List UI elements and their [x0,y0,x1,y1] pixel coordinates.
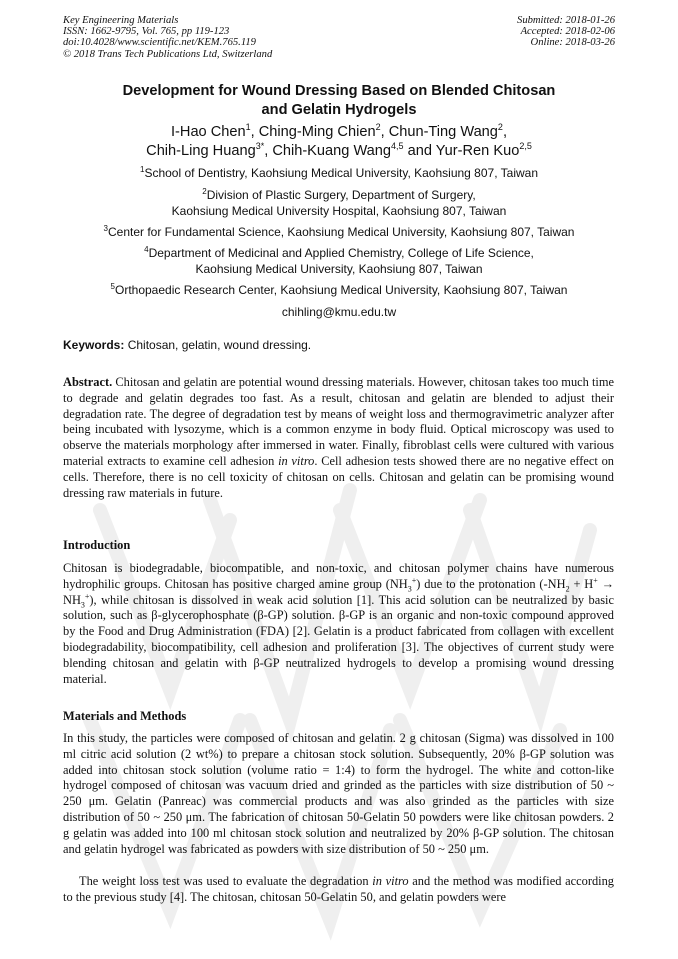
affiliation-3: $^3$Center for Fundamental Science, Kaohsiung Medical University, Kaohsiung 807, Taiwan [103,224,575,239]
online-date: Online: 2018-03-26 [530,37,615,49]
author-4: Chih-Ling Huang [146,143,256,159]
affiliation-4: $^4$Department of Medicinal and Applied Chemistry, College of Life Science, Kaohsiung Medical University, Kaohsiung 807, Taiwan [144,245,534,276]
paper-title [80,82,598,120]
affiliation-5: $^5$Orthopaedic Research Center, Kaohsiung Medical University, Kaohsiung 807, Taiwan [110,282,568,297]
introduction-heading: Introduction [63,538,131,552]
keywords [63,338,311,352]
issn: ISSN: 1662-9795, Vol. 765, pp 119-123 [63,26,230,38]
abstract: Abstract. Chitosan and gelatin are potential wound dressing materials. However, chitosan takes too much time to degrade and gelatin degrades too fast. As a result, chitosan and gelatin are blended to adjust their degradation rate. The degree of degradation test by means of weight loss and thermogravimetric analyzer after being incubated with lysozyme, which is a common enzyme in body fluid. Optical microscopy was used to observe the materials morphology after immersed in water. Finally, fibroblast cells were cultured with various material extracts to examine cell adhesion in vitro. Cell adhesion tests showed there are no negative effect on cells. Therefore, there is no cell toxicity of chitosan on cells. Chitosan and gelatin can be promising wound dressing raw materials in future. [63,375,614,500]
copyright: © 2018 Trans Tech Publications Ltd, Switzerland [63,48,273,60]
title-line-1: Development for Wound Dressing Based on Blended Chitosan [122,83,556,99]
keywords-label: Keywords: [63,338,125,352]
doi: doi:10.4028/www.scientific.net/KEM.765.119 [63,37,256,49]
methods-paragraph-1: In this study, the particles were composed of chitosan and gelatin. 2 g chitosan (Sigma) was dissolved in 100 ml citric acid solution (2 wt%) to prepare a chitosan stock solution. Subsequently, 20% β-GP solution was added into chitosan stock solution (volume ratio = 1:4) to form the hydrogel. The white and cotton-like hydrogel composed of chitosan was vacuum dried and grinded as the particles with size distribution of 50 ~ 250 μm. Gelatin (Panreac) was commercial products and was also grinded as the particles with size distribution of 50 ~ 250 μm. The fabrication of chitosan 50-Gelatin 50 powders were like chitosan powders. 2 g gelatin was added into 100 ml chitosan stock solution and neutralized by 20% β-GP solution. The chitosan and gelatin hydrogel was fabricated as powders with size distribution of 50 ~ 250 μm. [63,731,614,856]
author-6: Yur-Ren Kuo [435,143,520,159]
author-list: I-Hao Chen$^1$, Ching-Ming Chien$^2$, Chun-Ting Wang$^2$, Chih-Ling Huang$^{3*}$, Chih-Kuang Wang$^{4,5}$ and Yur-Ren Kuo$^{2,5}$ [146,122,532,159]
methods-heading: Materials and Methods [63,709,187,723]
author-4-affil: 3* [255,141,265,152]
dates-info [517,15,615,49]
author-2: Ching-Ming Chien [258,124,376,140]
affiliation-1: $^1$School of Dentistry, Kaohsiung Medical University, Kaohsiung 807, Taiwan [140,165,538,180]
author-1: I-Hao Chen [170,124,246,140]
journal-info [63,15,272,60]
author-2-affil: 2 [375,122,381,133]
author-3-affil: 2 [497,122,503,133]
abstract-label: Abstract. [63,375,113,389]
email[interactable]: chihling@kmu.edu.tw [281,305,397,319]
keywords-text: Chitosan, gelatin, wound dressing. [124,338,312,352]
author-5-affil: 4,5 [391,141,404,152]
submitted-date: Submitted: 2018-01-26 [517,15,615,26]
title-line-2: and Gelatin Hydrogels [261,102,417,118]
introduction-paragraph: Chitosan is biodegradable, biocompatible, and non-toxic, and chitosan polymer chains have numerous hydrophilic groups. Chitosan has positive charged amine group $(NH_3^+)$ due to the protonation $(-NH_2 + H^+ \to NH_3^+)$, while chitosan is dissolved in weak acid solution [1]. This acid solution can be neutralized by basic solution, such as β-glycerophosphate (β-GP) solution. β-GP is an organic and non-toxic compound approved by the Food and Drug Administration (FDA) [2]. Gelatin is a product fabricated from collagen with excellent biodegradability, biocompatibility, cell adhesion and proliferation [3]. The objectives of current study were blending chitosan and gelatin with β-GP neutralized hydrogels to develop a promising wound dressing material. [63,561,614,686]
author-6-affil: 2,5 [519,141,532,152]
journal-name: Key Engineering Materials [63,15,179,26]
author-1-affil: 1 [245,122,251,133]
author-3: Chun-Ting Wang [388,124,498,140]
accepted-date: Accepted: 2018-02-06 [520,26,615,38]
author-5: Chih-Kuang Wang [272,143,392,159]
methods-paragraph-2: The weight loss test was used to evaluate the degradation in vitro and the method was modified according to the previous study [4]. The chitosan, chitosan 50-Gelatin 50, and gelatin powders were [63,874,614,904]
affiliation-2: $^2$Division of Plastic Surgery, Department of Surgery, Kaohsiung Medical University Hospital, Kaohsiung 807, Taiwan [171,187,507,218]
